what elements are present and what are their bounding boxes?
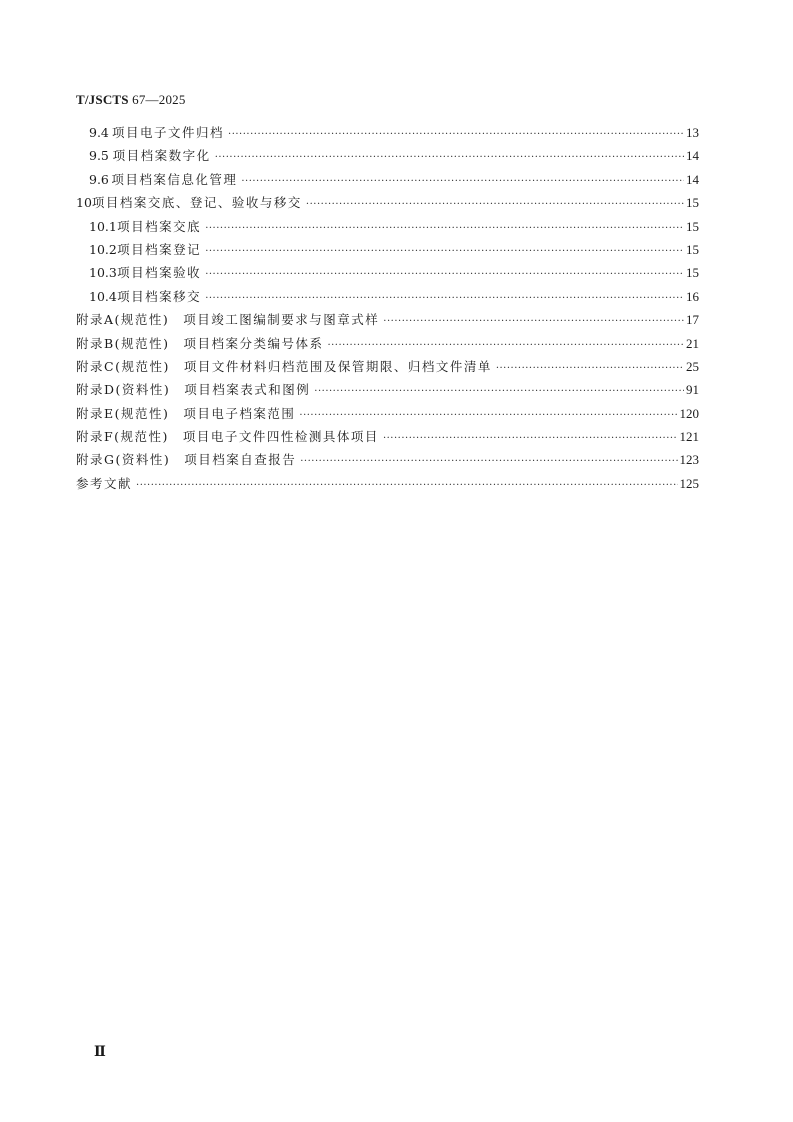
toc-entry-title: 项目电子文件归档 — [112, 125, 225, 140]
toc-entry-title: 附录B(规范性) 项目档案分类编号体系 — [76, 335, 324, 351]
toc-entry-title: 附录A(规范性) 项目竣工图编制要求与图章式样 — [76, 312, 380, 328]
toc-dot-leader — [496, 357, 684, 380]
page-number: Ⅱ — [94, 1045, 106, 1060]
toc-dot-leader — [136, 474, 677, 497]
toc-entry[interactable] — [76, 215, 699, 238]
standard-code: T/JSCTS — [76, 92, 129, 107]
toc-entry[interactable] — [76, 168, 699, 191]
toc-entry-title: 项目档案信息化管理 — [111, 171, 238, 187]
toc-dot-leader — [205, 287, 684, 310]
toc-entry-page: 25 — [686, 358, 699, 374]
toc-dot-leader — [327, 334, 684, 357]
toc-entry-page: 14 — [686, 171, 699, 187]
toc-entry-page: 120 — [679, 405, 699, 421]
toc-entry-title: 参考文献 — [76, 475, 133, 491]
toc-dot-leader — [300, 450, 677, 473]
toc-entry-page: 15 — [686, 218, 699, 234]
document-header — [76, 92, 186, 108]
toc-entry-page: 125 — [679, 475, 699, 491]
toc-dot-leader — [205, 263, 684, 286]
toc-entry-number: 9.5 — [89, 148, 109, 164]
toc-entry-number: 10.1 — [89, 218, 117, 234]
toc-dot-leader — [383, 310, 684, 333]
toc-entry-number: 10.2 — [89, 241, 117, 257]
toc-entry-title: 附录G(资料性) 项目档案自查报告 — [76, 452, 297, 468]
toc-dot-leader — [205, 240, 684, 263]
toc-dot-leader — [215, 146, 684, 169]
toc-entry-title: 附录F(规范性) 项目电子文件四性检测具体项目 — [76, 429, 379, 445]
toc-entry[interactable] — [76, 261, 699, 284]
toc-entry-page: 21 — [686, 335, 699, 351]
toc-entry-title: 项目档案验收 — [117, 265, 202, 281]
toc-dot-leader — [383, 427, 678, 450]
toc-entry-title: 项目档案登记 — [117, 241, 202, 257]
toc-entry[interactable] — [76, 285, 699, 308]
toc-entry-title: 项目档案交底、登记、验收与移交 — [91, 195, 302, 211]
toc-entry-appendix[interactable] — [76, 308, 699, 331]
toc-entry-appendix[interactable] — [76, 378, 699, 401]
toc-entry-appendix[interactable] — [76, 402, 699, 425]
toc-entry-page: 17 — [686, 312, 699, 328]
toc-entry-page: 15 — [686, 265, 699, 281]
toc-dot-leader — [314, 380, 684, 403]
toc-entry-title: 项目档案移交 — [117, 288, 202, 304]
toc-entry-page: 15 — [686, 195, 699, 211]
toc-entry-page: 15 — [686, 241, 699, 257]
toc-entry-appendix[interactable] — [76, 425, 699, 448]
toc-dot-leader — [228, 123, 684, 146]
toc-dot-leader — [241, 170, 684, 193]
toc-entry-page: 91 — [686, 382, 699, 398]
toc-entry-title: 项目档案数字化 — [112, 148, 211, 164]
toc-entry-title: 项目档案交底 — [117, 218, 202, 234]
standard-number: 67—2025 — [132, 92, 186, 107]
toc-entry-number: 10 — [76, 195, 92, 211]
toc-entry-number: 10.4 — [89, 288, 117, 304]
toc-entry-page: 16 — [686, 288, 699, 304]
toc-entry-title: 附录E(规范性) 项目电子档案范围 — [76, 405, 296, 421]
toc-entry[interactable] — [76, 121, 699, 144]
toc-entry-number: 9.4 — [89, 125, 109, 140]
toc-entry-number: 9.6 — [89, 171, 109, 187]
toc-entry-appendix[interactable] — [76, 448, 699, 471]
toc-entry-references[interactable] — [76, 472, 699, 495]
toc-entry[interactable] — [76, 191, 699, 214]
toc-entry-page: 123 — [679, 452, 699, 468]
toc-entry[interactable] — [76, 144, 699, 167]
toc-dot-leader — [299, 404, 677, 427]
toc-entry[interactable] — [76, 238, 699, 261]
toc-dot-leader — [306, 193, 684, 216]
toc-entry-page: 13 — [686, 125, 699, 140]
toc-dot-leader — [205, 217, 684, 240]
toc-entry-appendix[interactable] — [76, 332, 699, 355]
toc-entry-title: 附录C(规范性) 项目文件材料归档范围及保管期限、归档文件清单 — [76, 358, 492, 374]
toc-entry-appendix[interactable] — [76, 355, 699, 378]
toc-entry-page: 14 — [686, 148, 699, 164]
toc-entry-number: 10.3 — [89, 265, 117, 281]
toc-entry-title: 附录D(资料性) 项目档案表式和图例 — [76, 382, 311, 398]
toc-entry-page: 121 — [679, 429, 699, 445]
table-of-contents — [76, 121, 699, 495]
